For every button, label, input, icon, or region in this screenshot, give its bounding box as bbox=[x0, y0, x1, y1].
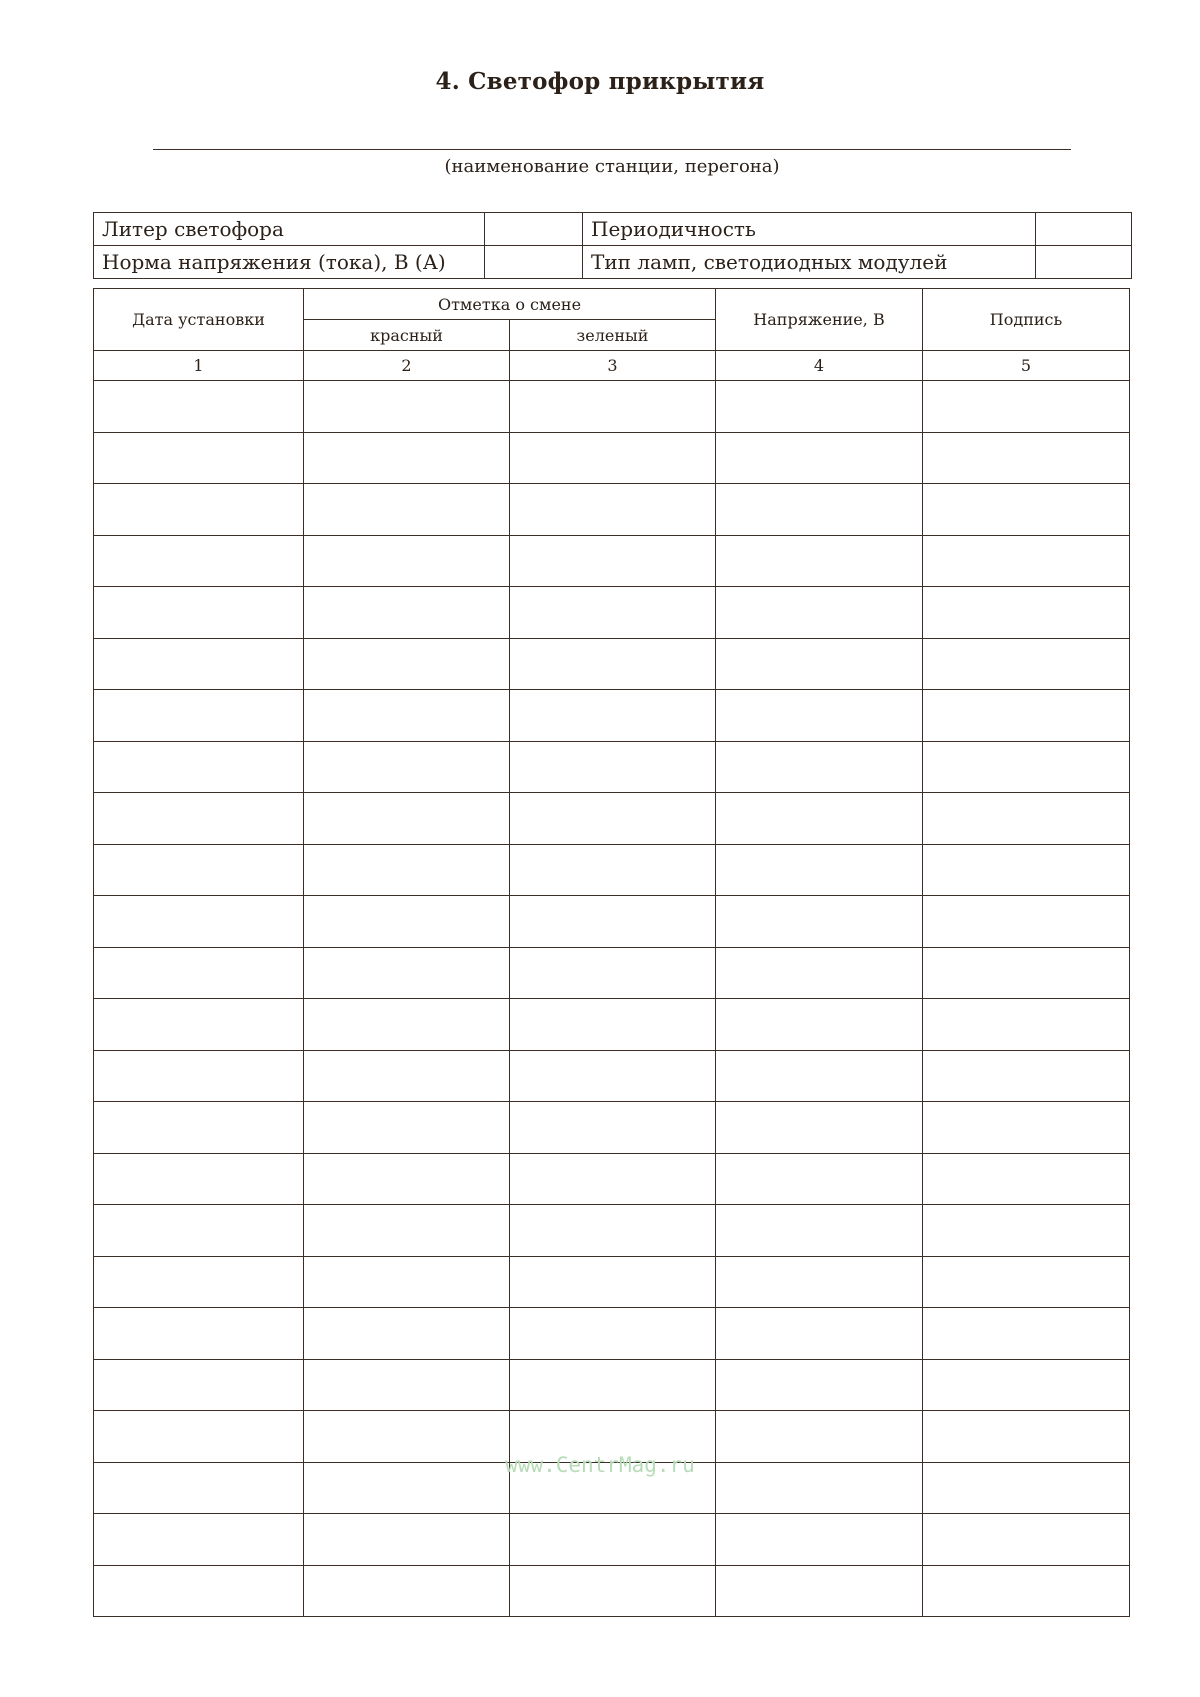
table-cell[interactable] bbox=[510, 587, 716, 639]
table-cell[interactable] bbox=[510, 381, 716, 433]
table-cell[interactable] bbox=[304, 690, 510, 742]
column-number: 3 bbox=[510, 351, 716, 381]
info-row bbox=[94, 213, 1132, 246]
table-row bbox=[94, 638, 1130, 690]
table-cell[interactable] bbox=[716, 1205, 923, 1257]
table-cell[interactable] bbox=[923, 947, 1130, 999]
header-signature: Подпись bbox=[923, 289, 1130, 351]
table-cell[interactable] bbox=[510, 1153, 716, 1205]
table-cell[interactable] bbox=[923, 896, 1130, 948]
signal-letter-label: Литер светофора bbox=[94, 213, 485, 246]
header-red: красный bbox=[304, 320, 510, 351]
table-cell[interactable] bbox=[923, 1205, 1130, 1257]
table-row bbox=[94, 1565, 1130, 1617]
table-cell[interactable] bbox=[923, 638, 1130, 690]
table-row bbox=[94, 1050, 1130, 1102]
table-cell[interactable] bbox=[923, 1308, 1130, 1360]
table-cell[interactable] bbox=[304, 947, 510, 999]
table-cell[interactable] bbox=[923, 535, 1130, 587]
table-cell[interactable] bbox=[716, 432, 923, 484]
column-number: 2 bbox=[304, 351, 510, 381]
header-change-mark: Отметка о смене bbox=[304, 289, 716, 320]
table-row bbox=[94, 1205, 1130, 1257]
table-cell[interactable] bbox=[304, 793, 510, 845]
table-cell[interactable] bbox=[94, 690, 304, 742]
table-cell[interactable] bbox=[304, 381, 510, 433]
table-cell[interactable] bbox=[510, 638, 716, 690]
table-cell[interactable] bbox=[304, 1256, 510, 1308]
column-number: 4 bbox=[716, 351, 923, 381]
table-cell[interactable] bbox=[716, 1153, 923, 1205]
table-row bbox=[94, 535, 1130, 587]
table-cell[interactable] bbox=[510, 1514, 716, 1566]
table-cell[interactable] bbox=[94, 1565, 304, 1617]
table-row bbox=[94, 690, 1130, 742]
table-cell[interactable] bbox=[510, 896, 716, 948]
table-cell[interactable] bbox=[94, 484, 304, 536]
table-cell[interactable] bbox=[94, 1359, 304, 1411]
table-cell[interactable] bbox=[304, 1565, 510, 1617]
table-cell[interactable] bbox=[94, 947, 304, 999]
table-cell[interactable] bbox=[304, 432, 510, 484]
table-cell[interactable] bbox=[923, 999, 1130, 1051]
table-cell[interactable] bbox=[304, 587, 510, 639]
table-row bbox=[94, 484, 1130, 536]
header-voltage: Напряжение, В bbox=[716, 289, 923, 351]
table-cell[interactable] bbox=[923, 381, 1130, 433]
table-cell[interactable] bbox=[923, 1102, 1130, 1154]
table-row bbox=[94, 1308, 1130, 1360]
table-cell[interactable] bbox=[94, 587, 304, 639]
table-cell[interactable] bbox=[716, 381, 923, 433]
table-cell[interactable] bbox=[510, 793, 716, 845]
table-cell[interactable] bbox=[94, 1308, 304, 1360]
table-cell[interactable] bbox=[716, 1359, 923, 1411]
table-cell[interactable] bbox=[304, 1514, 510, 1566]
table-row bbox=[94, 793, 1130, 845]
column-number: 5 bbox=[923, 351, 1130, 381]
periodicity-field[interactable] bbox=[1036, 213, 1132, 246]
table-row bbox=[94, 1514, 1130, 1566]
table-cell[interactable] bbox=[94, 381, 304, 433]
table-row bbox=[94, 844, 1130, 896]
table-row bbox=[94, 1256, 1130, 1308]
table-cell[interactable] bbox=[304, 844, 510, 896]
table-cell[interactable] bbox=[94, 1514, 304, 1566]
table-cell[interactable] bbox=[923, 432, 1130, 484]
table-cell[interactable] bbox=[923, 690, 1130, 742]
station-name-line[interactable] bbox=[153, 149, 1071, 150]
table-cell[interactable] bbox=[94, 1205, 304, 1257]
table-cell[interactable] bbox=[716, 535, 923, 587]
signal-info-table bbox=[93, 212, 1132, 279]
table-cell[interactable] bbox=[716, 999, 923, 1051]
table-cell[interactable] bbox=[510, 741, 716, 793]
table-cell[interactable] bbox=[304, 638, 510, 690]
periodicity-label: Периодичность bbox=[583, 213, 1036, 246]
table-cell[interactable] bbox=[510, 484, 716, 536]
header-row bbox=[94, 289, 1130, 320]
voltage-norm-field[interactable] bbox=[485, 246, 583, 279]
table-cell[interactable] bbox=[94, 1256, 304, 1308]
info-row bbox=[94, 246, 1132, 279]
table-cell[interactable] bbox=[510, 1205, 716, 1257]
header-green: зеленый bbox=[510, 320, 716, 351]
table-cell[interactable] bbox=[923, 1359, 1130, 1411]
table-cell[interactable] bbox=[94, 1102, 304, 1154]
table-cell[interactable] bbox=[923, 1153, 1130, 1205]
table-cell[interactable] bbox=[510, 1359, 716, 1411]
watermark: www.CentrMag.ru bbox=[505, 1453, 695, 1477]
table-cell[interactable] bbox=[923, 844, 1130, 896]
table-row bbox=[94, 381, 1130, 433]
table-cell[interactable] bbox=[716, 844, 923, 896]
table-row bbox=[94, 587, 1130, 639]
table-cell[interactable] bbox=[304, 999, 510, 1051]
table-cell[interactable] bbox=[304, 1205, 510, 1257]
column-number: 1 bbox=[94, 351, 304, 381]
table-cell[interactable] bbox=[510, 844, 716, 896]
table-row bbox=[94, 741, 1130, 793]
table-cell[interactable] bbox=[923, 793, 1130, 845]
table-row bbox=[94, 1359, 1130, 1411]
table-cell[interactable] bbox=[510, 1565, 716, 1617]
table-cell[interactable] bbox=[304, 535, 510, 587]
table-cell[interactable] bbox=[304, 1050, 510, 1102]
table-cell[interactable] bbox=[716, 1050, 923, 1102]
table-cell[interactable] bbox=[304, 1102, 510, 1154]
table-cell[interactable] bbox=[510, 947, 716, 999]
table-cell[interactable] bbox=[923, 1514, 1130, 1566]
table-cell[interactable] bbox=[510, 1050, 716, 1102]
table-cell[interactable] bbox=[94, 1050, 304, 1102]
table-row bbox=[94, 999, 1130, 1051]
table-cell[interactable] bbox=[94, 1153, 304, 1205]
table-cell[interactable] bbox=[304, 896, 510, 948]
table-cell[interactable] bbox=[94, 999, 304, 1051]
table-cell[interactable] bbox=[304, 484, 510, 536]
lamp-type-label: Тип ламп, светодиодных модулей bbox=[583, 246, 1036, 279]
table-row bbox=[94, 1153, 1130, 1205]
table-cell[interactable] bbox=[716, 793, 923, 845]
table-cell[interactable] bbox=[94, 432, 304, 484]
table-cell[interactable] bbox=[716, 1256, 923, 1308]
table-cell[interactable] bbox=[923, 1565, 1130, 1617]
column-number-row bbox=[94, 351, 1130, 381]
log-body bbox=[94, 381, 1130, 1617]
table-cell[interactable] bbox=[304, 741, 510, 793]
table-row bbox=[94, 947, 1130, 999]
table-cell[interactable] bbox=[94, 793, 304, 845]
table-cell[interactable] bbox=[94, 638, 304, 690]
table-row bbox=[94, 432, 1130, 484]
table-cell[interactable] bbox=[716, 1308, 923, 1360]
voltage-norm-label: Норма напряжения (тока), В (А) bbox=[94, 246, 485, 279]
table-cell[interactable] bbox=[716, 896, 923, 948]
table-row bbox=[94, 896, 1130, 948]
table-cell[interactable] bbox=[94, 741, 304, 793]
table-cell[interactable] bbox=[716, 690, 923, 742]
table-cell[interactable] bbox=[510, 1308, 716, 1360]
table-cell[interactable] bbox=[510, 999, 716, 1051]
table-cell[interactable] bbox=[716, 741, 923, 793]
table-cell[interactable] bbox=[923, 1256, 1130, 1308]
table-cell[interactable] bbox=[716, 947, 923, 999]
table-cell[interactable] bbox=[304, 1153, 510, 1205]
table-cell[interactable] bbox=[510, 690, 716, 742]
table-cell[interactable] bbox=[94, 535, 304, 587]
table-cell[interactable] bbox=[923, 741, 1130, 793]
page-title: 4. Светофор прикрытия bbox=[435, 68, 765, 95]
table-cell[interactable] bbox=[923, 484, 1130, 536]
table-cell[interactable] bbox=[510, 1102, 716, 1154]
lamp-type-field[interactable] bbox=[1036, 246, 1132, 279]
table-cell[interactable] bbox=[716, 638, 923, 690]
table-cell[interactable] bbox=[716, 587, 923, 639]
table-row bbox=[94, 1102, 1130, 1154]
table-cell[interactable] bbox=[304, 1359, 510, 1411]
table-cell[interactable] bbox=[510, 432, 716, 484]
table-cell[interactable] bbox=[716, 1514, 923, 1566]
table-cell[interactable] bbox=[510, 1256, 716, 1308]
table-cell[interactable] bbox=[923, 587, 1130, 639]
table-cell[interactable] bbox=[510, 535, 716, 587]
table-cell[interactable] bbox=[304, 1308, 510, 1360]
table-cell[interactable] bbox=[923, 1050, 1130, 1102]
table-cell[interactable] bbox=[716, 1565, 923, 1617]
table-cell[interactable] bbox=[716, 484, 923, 536]
header-date: Дата установки bbox=[94, 289, 304, 351]
table-cell[interactable] bbox=[716, 1102, 923, 1154]
lamp-change-log-table bbox=[93, 288, 1130, 1617]
table-cell[interactable] bbox=[94, 896, 304, 948]
table-cell[interactable] bbox=[94, 844, 304, 896]
signal-letter-field[interactable] bbox=[485, 213, 583, 246]
station-name-caption: (наименование станции, перегона) bbox=[444, 156, 780, 177]
